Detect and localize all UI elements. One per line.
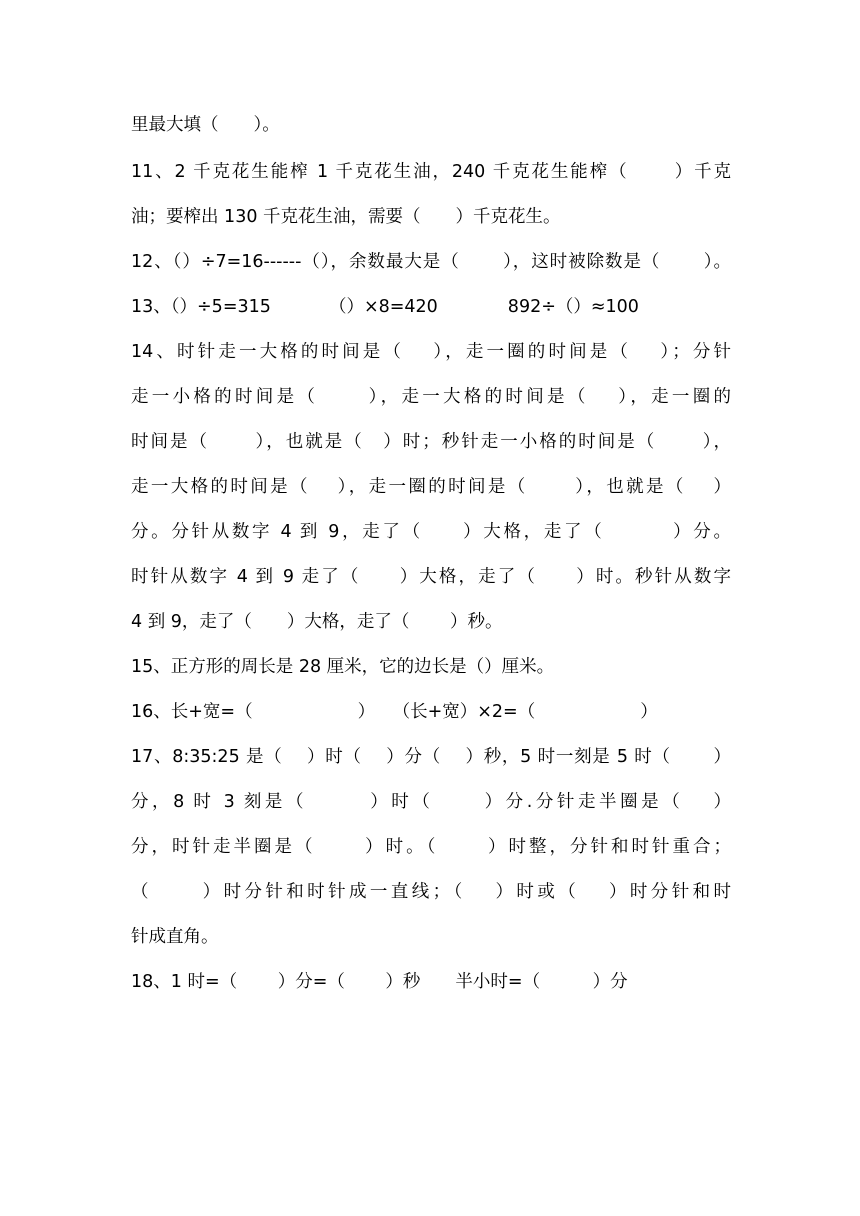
question-14-line-3: 时间是（ ），也就是（ ）时；秒针走一小格的时间是（ ）， [131,432,731,452]
question-14-line-1: 14、时针走一大格的时间是（ ），走一圈的时间是（ ）；分针 [131,342,731,362]
question-14-line-2: 走一小格的时间是（ ），走一大格的时间是（ ），走一圈的 [131,387,731,407]
question-15: 15、正方形的周长是 28 厘米，它的边长是（）厘米。 [131,657,555,677]
question-17-line-5: 针成直角。 [131,927,219,947]
question-11-line-2: 油；要榨出 130 千克花生油，需要（ ）千克花生。 [131,207,561,227]
question-14-line-7: 4 到 9，走了（ ）大格，走了（ ）秒。 [131,612,503,632]
question-14-line-4: 走一大格的时间是（ ），走一圈的时间是（ ），也就是（ ） [131,477,731,497]
question-12: 12、（）÷7=16------（），余数最大是（ ），这时被除数是（ ）。 [131,252,731,272]
question-11-line-1: 11、2 千克花生能榨 1 千克花生油，240 千克花生能榨（ ）千克 [131,162,731,182]
text-line: 里最大填（ ）。 [131,115,280,135]
question-17-line-3: 分，时针走半圈是（ ）时。（ ）时整，分针和时针重合； [131,837,731,857]
question-18: 18、1 时=（ ）分=（ ）秒 半小时=（ ）分 [131,972,628,992]
question-16: 16、长+宽=（ ） （长+宽）×2=（ ） [131,702,658,722]
question-17-line-4: （ ）时分针和时针成一直线；（ ）时或（ ）时分针和时 [131,882,731,902]
question-14-line-5: 分。分针从数字 4 到 9，走了（ ）大格，走了（ ）分。 [131,522,731,542]
question-13: 13、（）÷5=315 （）×8=420 892÷（）≈100 [131,297,639,317]
question-17-line-1: 17、8:35:25 是（ ）时（ ）分（ ）秒，5 时一刻是 5 时（ ） [131,747,731,767]
question-14-line-6: 时针从数字 4 到 9 走了（ ）大格，走了（ ）时。秒针从数字 [131,567,731,587]
question-17-line-2: 分，8 时 3 刻是（ ）时（ ）分.分针走半圈是（ ） [131,792,731,812]
